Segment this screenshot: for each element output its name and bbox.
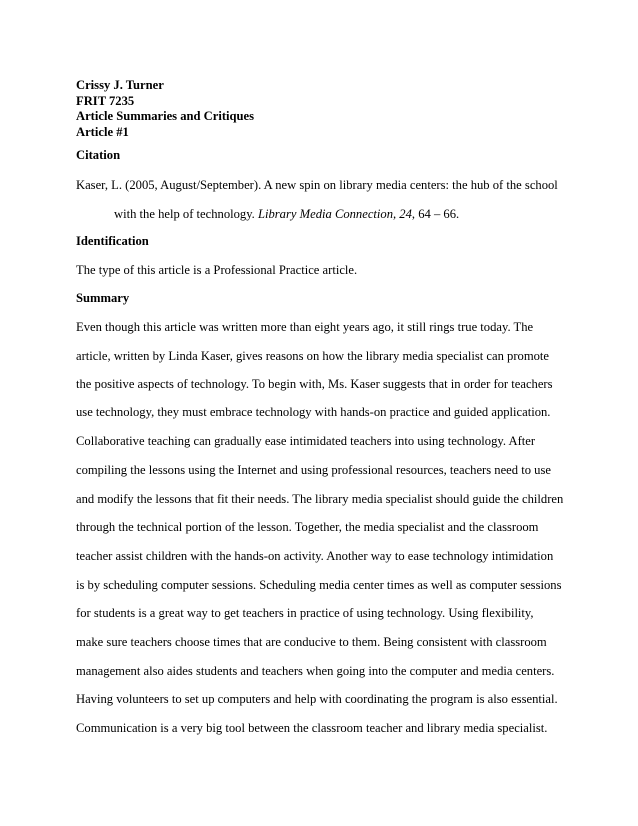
- summary-line: management also aides students and teachers when going into the computer and media centers.: [76, 664, 555, 678]
- assignment-title: Article Summaries and Critiques: [76, 109, 255, 123]
- author-name: Crissy J. Turner: [76, 78, 164, 92]
- article-number: Article #1: [76, 124, 129, 139]
- summary-line: Even though this article was written more than eight years ago, it still rings true today. The: [76, 320, 534, 334]
- citation-pages: , 64 – 66.: [411, 207, 460, 221]
- citation-line-1: Kaser, L. (2005, August/September). A new spin on library media centers: the hub of the school: [76, 178, 558, 192]
- summary-line: the positive aspects of technology. To begin with, Ms. Kaser suggests that in order for teachers: [76, 377, 553, 391]
- summary-line: use technology, they must embrace technology with hands-on practice and guided application.: [76, 405, 551, 419]
- summary-line: and modify the lessons that fit their needs. The library media specialist should guide the children: [76, 492, 564, 506]
- document-header: [76, 78, 254, 140]
- summary-heading: Summary: [76, 291, 130, 305]
- citation-heading: Citation: [76, 148, 121, 162]
- citation-line-2-text: with the help of technology.: [114, 207, 258, 221]
- summary-line: Collaborative teaching can gradually ease intimidated teachers into using technology. After: [76, 434, 536, 448]
- identification-text: The type of this article is a Professional Practice article.: [76, 263, 358, 277]
- summary-line: teacher assist children with the hands-on activity. Another way to ease technology intimidation: [76, 549, 554, 563]
- identification-heading: Identification: [76, 234, 149, 248]
- summary-line: through the technical portion of the lesson. Together, the media specialist and the classroom: [76, 520, 539, 534]
- journal-title: Library Media Connection, 24: [257, 207, 412, 221]
- summary-line: Having volunteers to set up computers and help with coordinating the program is also essential.: [76, 692, 558, 706]
- summary-line: compiling the lessons using the Internet and using professional resources, teachers need to use: [76, 463, 551, 477]
- summary-line: article, written by Linda Kaser, gives reasons on how the library media specialist can promote: [76, 349, 550, 363]
- citation-line-2: [114, 207, 459, 222]
- course-code: FRIT 7235: [76, 93, 135, 108]
- summary-line: make sure teachers choose times that are conducive to them. Being consistent with classroom: [76, 635, 547, 649]
- summary-line: Communication is a very big tool between the classroom teacher and library media specialist.: [76, 721, 548, 735]
- summary-line: is by scheduling computer sessions. Scheduling media center times as well as computer sessions: [76, 578, 562, 592]
- summary-line: for students is a great way to get teachers in practice of using technology. Using flexibility,: [76, 606, 534, 620]
